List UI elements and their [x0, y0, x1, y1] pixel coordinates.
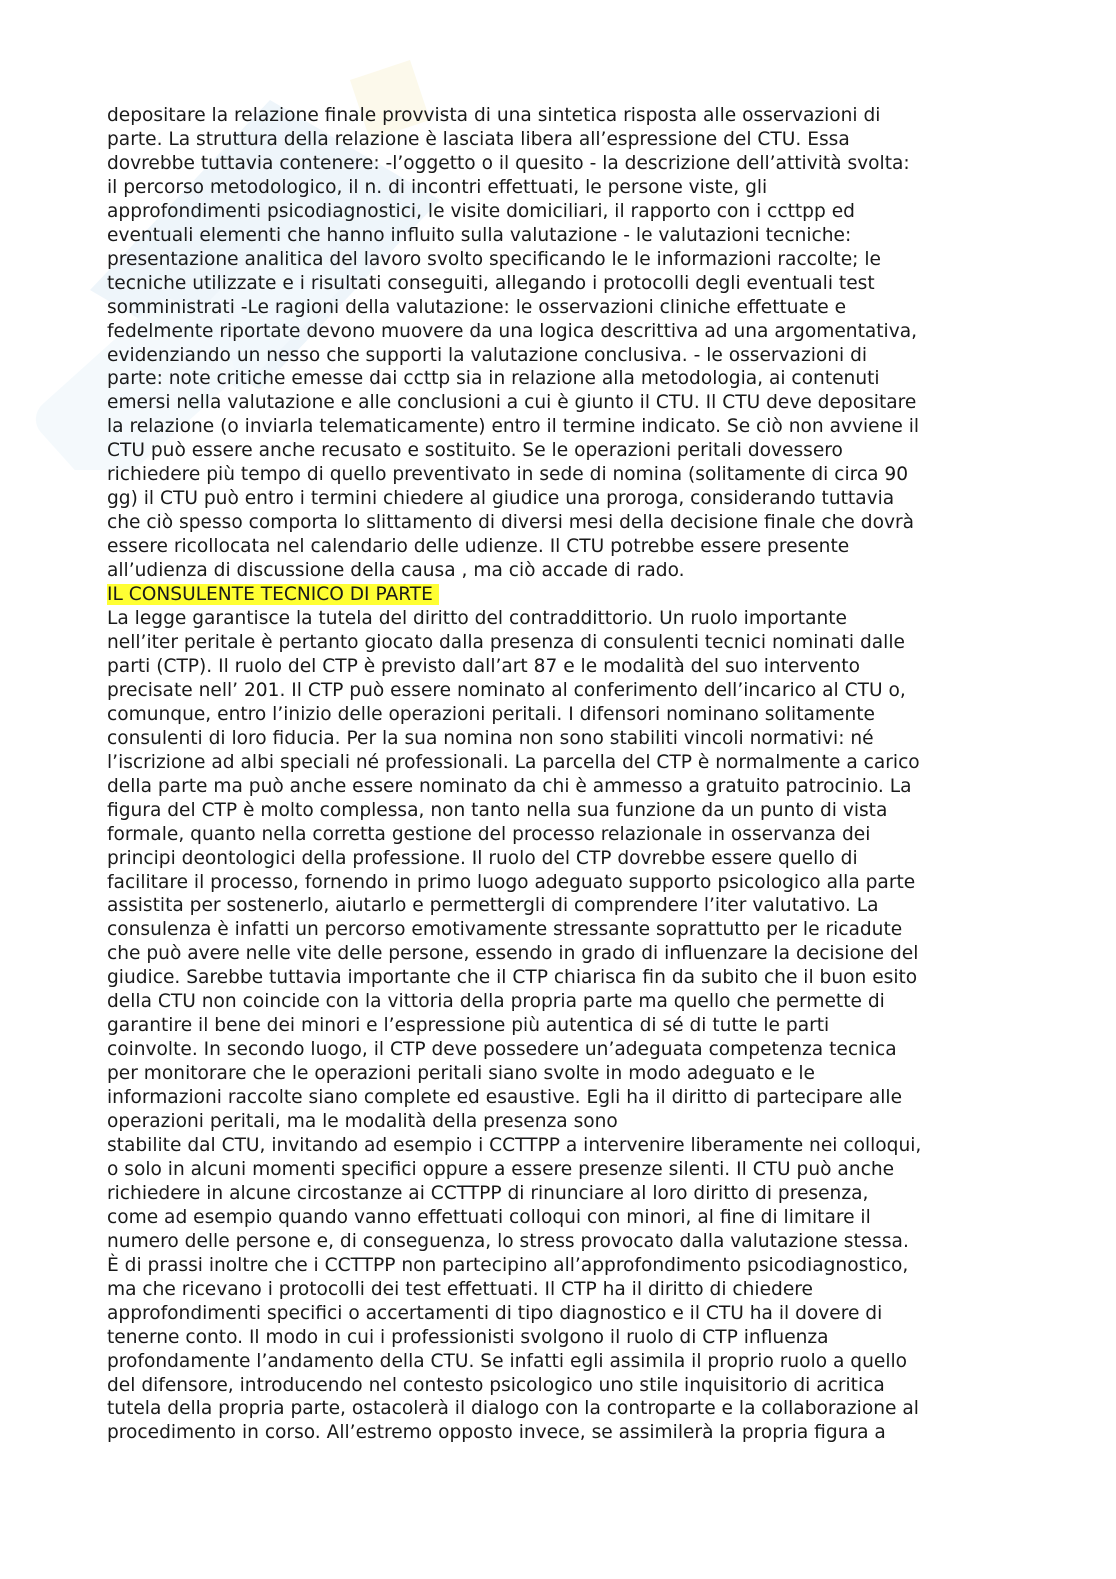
paragraph-2-line: della CTU non coincide con la vittoria della propria parte ma quello che permette di	[107, 991, 885, 1013]
paragraph-2-line: comunque, entro l’inizio delle operazioni peritali. I difensori nominano solitamente	[107, 703, 875, 725]
section-heading: IL CONSULENTE TECNICO DI PARTE	[107, 584, 439, 605]
paragraph-1-line: richiedere più tempo di quello preventivato in sede di nomina (solitamente di circa 90	[107, 464, 909, 486]
document-body	[107, 104, 1012, 1445]
paragraph-2-line: consulenza è infatti un percorso emotivamente stressante soprattutto per le ricadute	[107, 919, 903, 941]
paragraph-2-line: per monitorare che le operazioni peritali siano svolte in modo adeguato e le	[107, 1063, 815, 1085]
paragraph-1-line: somministrati -Le ragioni della valutazione: le osservazioni cliniche effettuate e	[107, 296, 847, 318]
paragraph-1-line: parte: note critiche emesse dai ccttp sia in relazione alla metodologia, ai contenuti	[107, 368, 880, 390]
paragraph-2-line: consulenti di loro fiducia. Per la sua nomina non sono stabiliti vincoli normativi: né	[107, 727, 874, 749]
paragraph-1-line: depositare la relazione finale provvista di una sintetica risposta alle osservazioni di	[107, 105, 881, 126]
paragraph-2-line: tutela della propria parte, ostacolerà il dialogo con la controparte e la collaborazione al	[107, 1398, 919, 1420]
paragraph-2-line: figura del CTP è molto complessa, non tanto nella sua funzione da un punto di vista	[107, 799, 888, 821]
paragraph-2-line: che può avere nelle vite delle persone, essendo in grado di influenzare la decisione del	[107, 943, 919, 965]
paragraph-1-line: fedelmente riportate devono muovere da una logica descrittiva ad una argomentativa,	[107, 320, 918, 342]
paragraph-2-line: profondamente l’andamento della CTU. Se infatti egli assimila il proprio ruolo a quello	[107, 1350, 908, 1372]
paragraph-2-line: numero delle persone e, di conseguenza, lo stress provocato dalla valutazione stessa.	[107, 1230, 909, 1252]
paragraph-2-line: l’iscrizione ad albi speciali né professionali. La parcella del CTP è normalmente a carico	[107, 751, 920, 773]
paragraph-1-line: evidenziando un nesso che supporti la valutazione conclusiva. - le osservazioni di	[107, 344, 868, 366]
paragraph-1-line: essere ricollocata nel calendario delle udienze. Il CTU potrebbe essere presente	[107, 536, 850, 558]
paragraph-2-line: ma che ricevano i protocolli dei test effettuati. Il CTP ha il diritto di chiedere	[107, 1278, 813, 1300]
section-heading-row	[107, 583, 1012, 607]
paragraph-1-line: approfondimenti psicodiagnostici, le visite domiciliari, il rapporto con i ccttpp ed	[107, 200, 855, 222]
paragraph-2-line: approfondimenti specifici o accertamenti di tipo diagnostico e il CTU ha il dovere di	[107, 1302, 883, 1324]
paragraph-1-line: tecniche utilizzate e i risultati conseguiti, allegando i protocolli degli eventuali test	[107, 272, 875, 294]
paragraph-1-line: gg) il CTU può entro i termini chiedere al giudice una proroga, considerando tuttavia	[107, 488, 895, 510]
paragraph-2-line: giudice. Sarebbe tuttavia importante che il CTP chiarisca fin da subito che il buon esito	[107, 967, 918, 989]
paragraph-1-line: che ciò spesso comporta lo slittamento di diversi mesi della decisione finale che dovrà	[107, 512, 914, 534]
paragraph-2-line: principi deontologici della professione. Il ruolo del CTP dovrebbe essere quello di	[107, 847, 858, 869]
paragraph-1-line: emersi nella valutazione e alle conclusioni a cui è giunto il CTU. Il CTU deve depositare	[107, 392, 917, 414]
paragraph-1-line: dovrebbe tuttavia contenere: -l’oggetto o il quesito - la descrizione dell’attività svolta:	[107, 152, 910, 174]
paragraph-1-line: eventuali elementi che hanno influito sulla valutazione - le valutazioni tecniche:	[107, 224, 852, 246]
paragraph-2-line: come ad esempio quando vanno effettuati colloqui con minori, al fine di limitare il	[107, 1206, 871, 1228]
paragraph-2-line: del difensore, introducendo nel contesto psicologico uno stile inquisitorio di acritica	[107, 1374, 885, 1396]
paragraph-2-line: formale, quanto nella corretta gestione del processo relazionale in osservanza dei	[107, 823, 871, 845]
paragraph-2-line: o solo in alcuni momenti specifici oppure a essere presenze silenti. Il CTU può anche	[107, 1158, 895, 1180]
paragraph-1-line: la relazione (o inviarla telematicamente) entro il termine indicato. Se ciò non avviene il	[107, 416, 920, 438]
paragraph-1-line: CTU può essere anche recusato e sostituito. Se le operazioni peritali dovessero	[107, 440, 843, 462]
paragraph-2-line: richiedere in alcune circostanze ai CCTTPP di rinunciare al loro diritto di presenza,	[107, 1182, 869, 1204]
paragraph-2-line: tenerne conto. Il modo in cui i professionisti svolgono il ruolo di CTP influenza	[107, 1326, 829, 1348]
paragraph-2-line: procedimento in corso. All’estremo opposto invece, se assimilerà la propria figura a	[107, 1422, 886, 1444]
paragraph-1-line: presentazione analitica del lavoro svolto specificando le le informazioni raccolte; le	[107, 248, 881, 270]
paragraph-2-line: della parte ma può anche essere nominato da chi è ammesso a gratuito patrocinio. La	[107, 775, 912, 797]
paragraph-1-line: parte. La struttura della relazione è lasciata libera all’espressione del CTU. Essa	[107, 128, 850, 150]
paragraph-2-line: facilitare il processo, fornendo in primo luogo adeguato supporto psicologico alla parte	[107, 871, 916, 893]
paragraph-2-line: informazioni raccolte siano complete ed esaustive. Egli ha il diritto di partecipare alle	[107, 1087, 903, 1109]
paragraph-2-line: nell’iter peritale è pertanto giocato dalla presenza di consulenti tecnici nominati dalle	[107, 631, 905, 653]
paragraph-2-line: La legge garantisce la tutela del diritto del contraddittorio. Un ruolo importante	[107, 608, 847, 630]
paragraph-2-line: operazioni peritali, ma le modalità della presenza sono	[107, 1111, 618, 1133]
paragraph-2-line: È di prassi inoltre che i CCTTPP non partecipino all’approfondimento psicodiagnostico,	[107, 1254, 909, 1276]
paragraph-2-line: stabilite dal CTU, invitando ad esempio i CCTTPP a intervenire liberamente nei colloqui,	[107, 1134, 922, 1156]
paragraph-2-line: coinvolte. In secondo luogo, il CTP deve possedere un’adeguata competenza tecnica	[107, 1039, 897, 1061]
paragraph-1-line: all’udienza di discussione della causa , ma ciò accade di rado.	[107, 560, 685, 582]
paragraph-2-line: precisate nell’ 201. Il CTP può essere nominato al conferimento dell’incarico al CTU o,	[107, 679, 906, 701]
paragraph-1-line: il percorso metodologico, il n. di incontri effettuati, le persone viste, gli	[107, 176, 768, 198]
paragraph-2-line: parti (CTP). Il ruolo del CTP è previsto dall’art 87 e le modalità del suo intervento	[107, 655, 860, 677]
paragraph-2-line: garantire il bene dei minori e l’espressione più autentica di sé di tutte le parti	[107, 1015, 830, 1037]
paragraph-2-line: assistita per sostenerlo, aiutarlo e permettergli di comprendere l’iter valutativo. La	[107, 895, 879, 917]
